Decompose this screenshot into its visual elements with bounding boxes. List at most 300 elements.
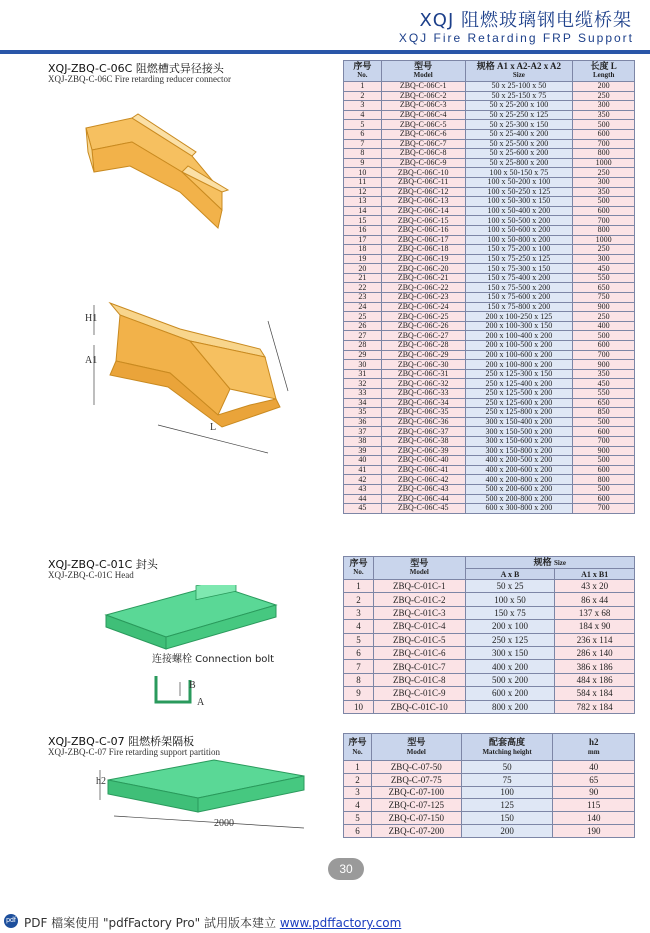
- cell-value: 500: [573, 484, 635, 494]
- cell-value: 700: [573, 350, 635, 360]
- table-row: [344, 606, 635, 619]
- cell-model: ZBQ-C-07-150: [371, 812, 461, 825]
- cell-size: 100 x 50-150 x 75: [465, 168, 573, 178]
- cell-no: 36: [344, 417, 382, 427]
- pdffactory-link[interactable]: www.pdffactory.com: [279, 916, 402, 930]
- table-row: [344, 187, 635, 197]
- cell-model: ZBQ-C-01C-3: [373, 606, 465, 619]
- cell-size: 100: [461, 786, 553, 799]
- cell-size: 200 x 100-500 x 200: [465, 341, 573, 351]
- col-model-header: 型号 Model: [373, 557, 465, 580]
- cell-value: 500: [573, 456, 635, 466]
- table-row: [344, 225, 635, 235]
- table-row: [344, 341, 635, 351]
- cell-value: 600: [573, 465, 635, 475]
- cell-value: 700: [573, 216, 635, 226]
- cell-no: 17: [344, 235, 382, 245]
- table-row: [344, 235, 635, 245]
- cell-value: 300: [573, 101, 635, 111]
- cell-size: 50 x 25-250 x 125: [465, 110, 573, 120]
- table-row: [344, 101, 635, 111]
- table-row: [344, 206, 635, 216]
- partition-spec-table: [343, 733, 635, 838]
- section3-subtitle: XQJ-ZBQ-C-07 Fire retarding support partition: [48, 747, 220, 757]
- cell-no: 32: [344, 379, 382, 389]
- cell-size: 300 x 150-400 x 200: [465, 417, 573, 427]
- cell-no: 20: [344, 264, 382, 274]
- table-row: [344, 254, 635, 264]
- cell-model: ZBQ-C-06C-21: [381, 273, 465, 283]
- cell-value: 450: [573, 379, 635, 389]
- cell-model: ZBQ-C-06C-15: [381, 216, 465, 226]
- section2-subtitle: XQJ-ZBQ-C-01C Head: [48, 570, 134, 580]
- cell-size: 50: [461, 761, 553, 774]
- cell-size: 150 x 75-400 x 200: [465, 273, 573, 283]
- cell-model: ZBQ-C-01C-10: [373, 700, 465, 713]
- cell-value: 1000: [573, 235, 635, 245]
- cell-value: 782 x 184: [555, 700, 635, 713]
- cell-value: 300: [573, 254, 635, 264]
- cell-model: ZBQ-C-06C-22: [381, 283, 465, 293]
- col-no-header: 序号 No.: [344, 61, 382, 82]
- cell-size: 125: [461, 799, 553, 812]
- cell-model: ZBQ-C-06C-2: [381, 91, 465, 101]
- cell-value: 90: [553, 786, 635, 799]
- cell-size: 250 x 125-500 x 200: [465, 389, 573, 399]
- cell-no: 37: [344, 427, 382, 437]
- cell-size: 100 x 50-600 x 200: [465, 225, 573, 235]
- cell-no: 25: [344, 312, 382, 322]
- cell-value: 350: [573, 187, 635, 197]
- table-row: [344, 700, 635, 713]
- cell-no: 5: [344, 633, 374, 646]
- cell-size: 100 x 50-400 x 200: [465, 206, 573, 216]
- cell-value: 650: [573, 398, 635, 408]
- cell-size: 200 x 100-250 x 125: [465, 312, 573, 322]
- cell-value: 500: [573, 417, 635, 427]
- table-row: [344, 379, 635, 389]
- cell-model: ZBQ-C-06C-17: [381, 235, 465, 245]
- col-axb-header: A x B: [465, 569, 555, 580]
- cell-model: ZBQ-C-06C-37: [381, 427, 465, 437]
- cell-value: 500: [573, 197, 635, 207]
- table-row: [344, 177, 635, 187]
- cell-model: ZBQ-C-06C-28: [381, 341, 465, 351]
- table-row: [344, 417, 635, 427]
- cell-model: ZBQ-C-06C-7: [381, 139, 465, 149]
- cell-size: 100 x 50: [465, 593, 555, 606]
- cell-model: ZBQ-C-06C-8: [381, 149, 465, 159]
- table-row: [344, 245, 635, 255]
- cell-value: 650: [573, 283, 635, 293]
- cell-size: 100 x 50-250 x 125: [465, 187, 573, 197]
- cell-model: ZBQ-C-01C-6: [373, 646, 465, 659]
- table-row: [344, 158, 635, 168]
- cell-value: 250: [573, 245, 635, 255]
- cell-size: 200 x 100-800 x 200: [465, 360, 573, 370]
- cell-size: 50 x 25-600 x 200: [465, 149, 573, 159]
- cell-size: 250 x 125-800 x 200: [465, 408, 573, 418]
- cell-value: 484 x 186: [555, 673, 635, 686]
- cell-no: 21: [344, 273, 382, 283]
- cell-no: 2: [344, 91, 382, 101]
- cell-no: 31: [344, 369, 382, 379]
- cell-no: 29: [344, 350, 382, 360]
- dim-h2-label: h2: [96, 776, 106, 787]
- cell-no: 41: [344, 465, 382, 475]
- table-row: [344, 504, 635, 514]
- cell-model: ZBQ-C-07-200: [371, 824, 461, 837]
- cell-no: 13: [344, 197, 382, 207]
- cell-model: ZBQ-C-06C-34: [381, 398, 465, 408]
- cell-value: 900: [573, 302, 635, 312]
- cell-no: 43: [344, 484, 382, 494]
- head-cover-illustration: [96, 585, 286, 655]
- cell-size: 150 x 75: [465, 606, 555, 619]
- table-row: [344, 369, 635, 379]
- table-row: [344, 398, 635, 408]
- footer: [0, 912, 650, 933]
- table-row: [344, 82, 635, 92]
- cell-model: ZBQ-C-06C-40: [381, 456, 465, 466]
- table-row: [344, 446, 635, 456]
- table-row: [344, 91, 635, 101]
- dim-b-label: B: [189, 680, 196, 691]
- cell-size: 150 x 75-600 x 200: [465, 293, 573, 303]
- table-row: [344, 283, 635, 293]
- cell-value: 115: [553, 799, 635, 812]
- cell-size: 250 x 125-400 x 200: [465, 379, 573, 389]
- cell-no: 1: [344, 82, 382, 92]
- cell-value: 600: [573, 341, 635, 351]
- cell-size: 400 x 200-800 x 200: [465, 475, 573, 485]
- cell-model: ZBQ-C-06C-13: [381, 197, 465, 207]
- table-row: [344, 475, 635, 485]
- cell-size: 100 x 50-300 x 150: [465, 197, 573, 207]
- cell-model: ZBQ-C-06C-33: [381, 389, 465, 399]
- table-row: [344, 129, 635, 139]
- dim-h1-label: H1: [85, 313, 98, 324]
- table-row: [344, 427, 635, 437]
- cell-no: 26: [344, 321, 382, 331]
- cell-no: 5: [344, 120, 382, 130]
- cell-no: 27: [344, 331, 382, 341]
- cell-value: 600: [573, 129, 635, 139]
- cell-size: 200 x 100: [465, 620, 555, 633]
- cell-no: 15: [344, 216, 382, 226]
- cell-size: 200: [461, 824, 553, 837]
- cell-model: ZBQ-C-01C-9: [373, 687, 465, 700]
- table-row: [344, 139, 635, 149]
- cell-value: 600: [573, 206, 635, 216]
- cell-no: 10: [344, 700, 374, 713]
- cell-value: 500: [573, 120, 635, 130]
- table-row: [344, 593, 635, 606]
- cell-value: 800: [573, 475, 635, 485]
- cell-size: 800 x 200: [465, 700, 555, 713]
- cell-model: ZBQ-C-07-125: [371, 799, 461, 812]
- cell-model: ZBQ-C-01C-5: [373, 633, 465, 646]
- table-row: [344, 110, 635, 120]
- header-title: XQJ 阻燃玻璃钢电缆桥架: [419, 10, 632, 31]
- cell-value: 386 x 186: [555, 660, 635, 673]
- cell-value: 550: [573, 273, 635, 283]
- cell-model: ZBQ-C-06C-39: [381, 446, 465, 456]
- cell-value: 86 x 44: [555, 593, 635, 606]
- cell-model: ZBQ-C-07-75: [371, 773, 461, 786]
- cell-model: ZBQ-C-06C-44: [381, 494, 465, 504]
- cell-model: ZBQ-C-06C-1: [381, 82, 465, 92]
- cell-size: 400 x 200: [465, 660, 555, 673]
- table-row: [344, 321, 635, 331]
- cell-model: ZBQ-C-06C-9: [381, 158, 465, 168]
- cell-size: 100 x 50-200 x 100: [465, 177, 573, 187]
- table-row: [344, 633, 635, 646]
- cell-value: 750: [573, 293, 635, 303]
- cell-size: 50 x 25: [465, 580, 555, 593]
- col-size-header: 规格 Size: [465, 557, 634, 569]
- cell-value: 900: [573, 446, 635, 456]
- table-row: [344, 389, 635, 399]
- cell-value: 850: [573, 408, 635, 418]
- table-row: [344, 824, 635, 837]
- cell-value: 900: [573, 360, 635, 370]
- dim-length-label: 2000: [214, 818, 234, 829]
- cell-model: ZBQ-C-06C-14: [381, 206, 465, 216]
- section1-subtitle: XQJ-ZBQ-C-06C Fire retarding reducer connector: [48, 74, 231, 84]
- cell-no: 18: [344, 245, 382, 255]
- cell-value: 350: [573, 369, 635, 379]
- table-row: [344, 408, 635, 418]
- cell-value: 800: [573, 225, 635, 235]
- cell-no: 4: [344, 110, 382, 120]
- cell-no: 4: [344, 799, 372, 812]
- table-row: [344, 484, 635, 494]
- cell-size: 150 x 75-200 x 100: [465, 245, 573, 255]
- table-row: [344, 465, 635, 475]
- cell-size: 50 x 25-800 x 200: [465, 158, 573, 168]
- cell-size: 400 x 200-600 x 200: [465, 465, 573, 475]
- cell-size: 300 x 150-600 x 200: [465, 436, 573, 446]
- cell-model: ZBQ-C-06C-16: [381, 225, 465, 235]
- cell-size: 50 x 25-100 x 50: [465, 82, 573, 92]
- cell-model: ZBQ-C-06C-30: [381, 360, 465, 370]
- cell-no: 33: [344, 389, 382, 399]
- cell-model: ZBQ-C-01C-2: [373, 593, 465, 606]
- cell-no: 9: [344, 687, 374, 700]
- table-row: [344, 168, 635, 178]
- cell-value: 140: [553, 812, 635, 825]
- cell-size: 50 x 25-300 x 150: [465, 120, 573, 130]
- col-no-header: 序号 No.: [344, 557, 374, 580]
- table-row: [344, 646, 635, 659]
- section1-title: XQJ-ZBQ-C-06C 阻燃槽式异径接头: [48, 62, 224, 75]
- table-row: [344, 673, 635, 686]
- cell-no: 23: [344, 293, 382, 303]
- cell-no: 44: [344, 494, 382, 504]
- cell-model: ZBQ-C-06C-26: [381, 321, 465, 331]
- cell-size: 500 x 200-800 x 200: [465, 494, 573, 504]
- cell-value: 250: [573, 91, 635, 101]
- header-subtitle: XQJ Fire Retarding FRP Support: [398, 31, 634, 45]
- cell-model: ZBQ-C-07-50: [371, 761, 461, 774]
- cell-no: 3: [344, 786, 372, 799]
- cell-model: ZBQ-C-06C-31: [381, 369, 465, 379]
- cell-size: 500 x 200: [465, 673, 555, 686]
- table-row: [344, 302, 635, 312]
- table-row: [344, 197, 635, 207]
- cell-size: 400 x 200-500 x 200: [465, 456, 573, 466]
- cell-no: 22: [344, 283, 382, 293]
- table-row: [344, 773, 635, 786]
- cell-value: 1000: [573, 158, 635, 168]
- cell-no: 7: [344, 660, 374, 673]
- table-row: [344, 120, 635, 130]
- col-a1xb1-header: A1 x B1: [555, 569, 635, 580]
- cell-no: 38: [344, 436, 382, 446]
- cell-size: 200 x 100-400 x 200: [465, 331, 573, 341]
- reducer-connector-illustration: [72, 100, 242, 230]
- cell-value: 350: [573, 110, 635, 120]
- cell-no: 9: [344, 158, 382, 168]
- cell-model: ZBQ-C-06C-27: [381, 331, 465, 341]
- cell-size: 50 x 25-400 x 200: [465, 129, 573, 139]
- cell-model: ZBQ-C-06C-10: [381, 168, 465, 178]
- head-spec-table: [343, 556, 635, 714]
- cell-size: 200 x 100-600 x 200: [465, 350, 573, 360]
- table-row: [344, 812, 635, 825]
- cell-model: ZBQ-C-06C-6: [381, 129, 465, 139]
- connection-bolt-label: 连接螺栓 Connection bolt: [152, 654, 275, 665]
- cell-value: 286 x 140: [555, 646, 635, 659]
- cell-no: 11: [344, 177, 382, 187]
- col-size-header: 规格 A1 x A2-A2 x A2 Size: [465, 61, 573, 82]
- cell-value: 137 x 68: [555, 606, 635, 619]
- cell-size: 50 x 25-150 x 75: [465, 91, 573, 101]
- col-h2-header: h2 mm: [553, 734, 635, 761]
- footer-text: PDF 檔案使用 "pdfFactory Pro" 試用版本建立 www.pdffactory.com: [24, 916, 402, 930]
- cell-model: ZBQ-C-06C-19: [381, 254, 465, 264]
- table-row: [344, 786, 635, 799]
- cell-no: 6: [344, 129, 382, 139]
- cell-model: ZBQ-C-06C-36: [381, 417, 465, 427]
- cell-size: 150 x 75-800 x 200: [465, 302, 573, 312]
- cell-no: 39: [344, 446, 382, 456]
- cell-model: ZBQ-C-06C-3: [381, 101, 465, 111]
- cell-value: 550: [573, 389, 635, 399]
- cell-no: 2: [344, 593, 374, 606]
- reducer-spec-table: [343, 60, 635, 514]
- cell-size: 500 x 200-600 x 200: [465, 484, 573, 494]
- reducer-connector-dimension-drawing: [80, 295, 290, 455]
- cell-model: ZBQ-C-06C-32: [381, 379, 465, 389]
- table-row: [344, 580, 635, 593]
- cell-value: 190: [553, 824, 635, 837]
- cell-value: 65: [553, 773, 635, 786]
- table-row: [344, 620, 635, 633]
- cell-value: 250: [573, 312, 635, 322]
- table-row: [344, 350, 635, 360]
- cell-no: 24: [344, 302, 382, 312]
- cell-size: 600 x 200: [465, 687, 555, 700]
- cell-size: 250 x 125-600 x 200: [465, 398, 573, 408]
- cell-size: 50 x 25-500 x 200: [465, 139, 573, 149]
- dim-a1-label: A1: [85, 355, 98, 366]
- cell-size: 75: [461, 773, 553, 786]
- cell-value: 184 x 90: [555, 620, 635, 633]
- cell-size: 250 x 125-300 x 150: [465, 369, 573, 379]
- cell-model: ZBQ-C-06C-23: [381, 293, 465, 303]
- cell-value: 700: [573, 436, 635, 446]
- cell-no: 4: [344, 620, 374, 633]
- cell-model: ZBQ-C-06C-38: [381, 436, 465, 446]
- cell-model: ZBQ-C-01C-4: [373, 620, 465, 633]
- cell-value: 40: [553, 761, 635, 774]
- table-row: [344, 149, 635, 159]
- cell-no: 19: [344, 254, 382, 264]
- cell-size: 150 x 75-500 x 200: [465, 283, 573, 293]
- cell-model: ZBQ-C-01C-1: [373, 580, 465, 593]
- cell-size: 100 x 50-500 x 200: [465, 216, 573, 226]
- cell-no: 5: [344, 812, 372, 825]
- cell-model: ZBQ-C-01C-8: [373, 673, 465, 686]
- col-model-header: 型号 Model: [381, 61, 465, 82]
- cell-no: 8: [344, 673, 374, 686]
- cell-no: 35: [344, 408, 382, 418]
- cell-no: 16: [344, 225, 382, 235]
- col-matching-height-header: 配套高度 Matching height: [461, 734, 553, 761]
- cell-no: 1: [344, 580, 374, 593]
- partition-illustration: [94, 756, 324, 836]
- table-row: [344, 216, 635, 226]
- cell-model: ZBQ-C-06C-42: [381, 475, 465, 485]
- cell-value: 500: [573, 331, 635, 341]
- cell-model: ZBQ-C-06C-45: [381, 504, 465, 514]
- cell-model: ZBQ-C-06C-41: [381, 465, 465, 475]
- table-row: [344, 494, 635, 504]
- cell-model: ZBQ-C-07-100: [371, 786, 461, 799]
- table-row: [344, 273, 635, 283]
- cell-model: ZBQ-C-06C-20: [381, 264, 465, 274]
- pdf-logo-icon: pdf: [4, 914, 18, 928]
- cell-size: 250 x 125: [465, 633, 555, 646]
- cell-value: 700: [573, 139, 635, 149]
- cell-model: ZBQ-C-06C-4: [381, 110, 465, 120]
- dim-a-label: A: [197, 697, 205, 708]
- header-divider: [0, 50, 650, 54]
- cell-size: 200 x 100-300 x 150: [465, 321, 573, 331]
- table-row: [344, 293, 635, 303]
- cell-model: ZBQ-C-06C-24: [381, 302, 465, 312]
- cell-value: 236 x 114: [555, 633, 635, 646]
- section3-title: XQJ-ZBQ-C-07 阻燃桥架隔板: [48, 735, 195, 748]
- cell-no: 8: [344, 149, 382, 159]
- cell-no: 34: [344, 398, 382, 408]
- cell-value: 43 x 20: [555, 580, 635, 593]
- cell-size: 150 x 75-250 x 125: [465, 254, 573, 264]
- cell-no: 30: [344, 360, 382, 370]
- cell-no: 42: [344, 475, 382, 485]
- cell-model: ZBQ-C-06C-11: [381, 177, 465, 187]
- cell-size: 300 x 150: [465, 646, 555, 659]
- table-row: [344, 687, 635, 700]
- cell-value: 700: [573, 504, 635, 514]
- table-row: [344, 264, 635, 274]
- col-no-header: 序号 No.: [344, 734, 372, 761]
- cell-no: 3: [344, 101, 382, 111]
- table-row: [344, 436, 635, 446]
- cell-model: ZBQ-C-06C-29: [381, 350, 465, 360]
